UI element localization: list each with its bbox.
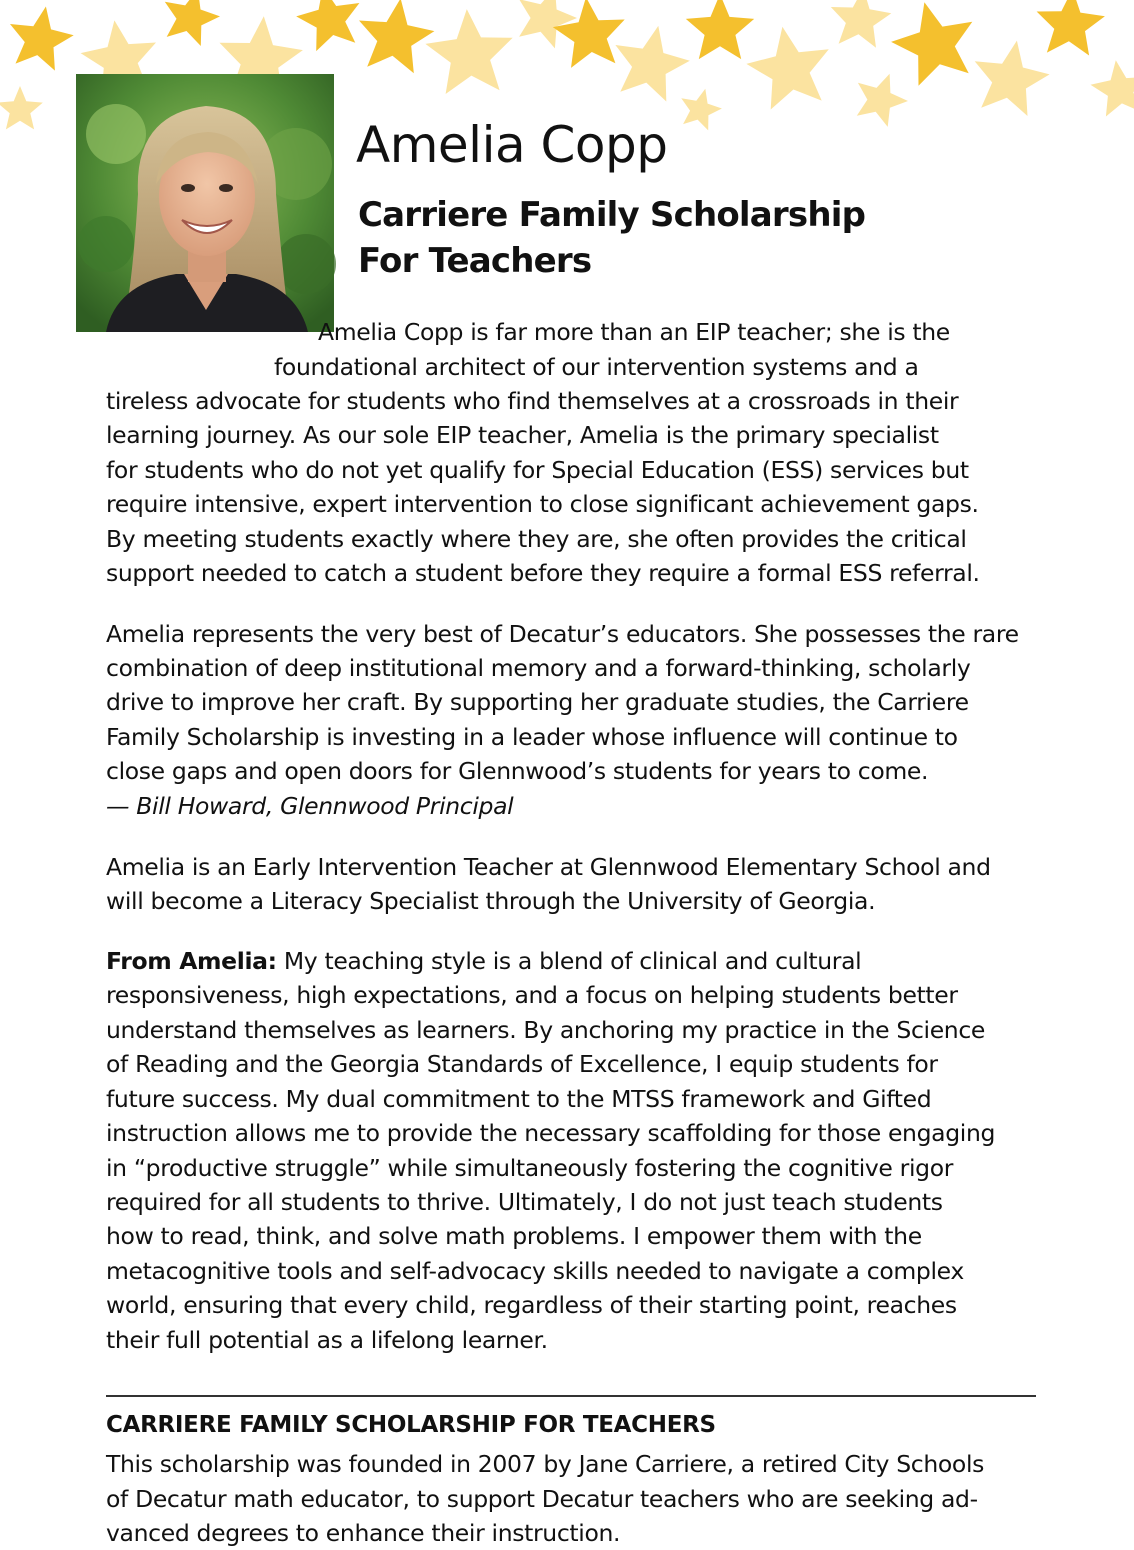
scholarship-line: of Decatur math educator, to support Decatur teachers who are seeking ad- [106,1482,978,1516]
statement-line: understand themselves as learners. By anchoring my practice in the Science [106,1013,985,1047]
intro-line: for students who do not yet qualify for Special Education (ESS) services but [106,453,969,487]
quote-line: Family Scholarship is investing in a leader whose influence will continue to [106,720,958,754]
quote-line: Amelia represents the very best of Decatur’s educators. She possesses the rare [106,617,1019,651]
scholarship-line: This scholarship was founded in 2007 by Jane Carriere, a retired City Schools [106,1447,984,1481]
star-icon [615,26,689,102]
award-title-line: For Teachers [358,238,865,284]
scholarship-line: vanced degrees to enhance their instruction. [106,1516,620,1550]
intro-line: require intensive, expert intervention to close significant achievement gaps. [106,487,979,521]
intro-line: foundational architect of our intervention systems and a [274,350,919,384]
star-icon [519,0,577,48]
star-icon [746,27,828,110]
intro-line: support needed to catch a student before they require a formal ESS referral. [106,556,980,590]
scholarship-heading: CARRIERE FAMILY SCHOLARSHIP FOR TEACHERS [106,1412,716,1438]
star-icon [0,86,43,129]
star-icon [165,0,220,46]
star-icon [891,2,972,86]
quote-attribution [106,789,513,823]
statement-line: future success. My dual commitment to the MTSS framework and Gifted [106,1082,931,1116]
statement-line: their full potential as a lifelong learner. [106,1323,548,1357]
intro-line: By meeting students exactly where they are, she often provides the critical [106,522,967,556]
star-icon [1037,0,1105,56]
quote-line: drive to improve her craft. By supporting her graduate studies, the Carriere [106,685,969,719]
star-icon [831,0,892,48]
teacher-portrait [76,74,334,332]
portrait-photo-icon [76,74,334,332]
intro-line: learning journey. As our sole EIP teacher, Amelia is the primary specialist [106,418,939,452]
statement-line [106,944,861,978]
intro-line: tireless advocate for students who find themselves at a crossroads in their [106,384,958,418]
star-icon [857,74,908,127]
star-icon [425,9,512,94]
star-icon [10,7,74,71]
intro-line: Amelia Copp is far more than an EIP teacher; she is the [318,315,950,349]
star-icon [975,41,1050,116]
star-icon [686,0,754,59]
quote-line: combination of deep institutional memory and a forward-thinking, scholarly [106,651,970,685]
award-title-line: Carriere Family Scholarship [358,192,865,238]
star-icon [1091,60,1134,116]
bio-line: Amelia is an Early Intervention Teacher at Glennwood Elementary School and [106,850,991,884]
star-icon [553,0,625,68]
bio-line: will become a Literacy Specialist through the University of Georgia. [106,884,875,918]
section-divider [106,1395,1036,1397]
statement-line: instruction allows me to provide the necessary scaffolding for those engaging [106,1116,995,1150]
statement-line: how to read, think, and solve math problems. I empower them with the [106,1219,922,1253]
statement-label: From Amelia: [106,947,277,975]
statement-text: My teaching style is a blend of clinical and cultural [277,947,862,975]
star-icon [359,0,434,73]
attribution-text: — Bill Howard, Glennwood Principal [106,792,513,820]
quote-line: close gaps and open doors for Glennwood’s students for years to come. [106,754,928,788]
statement-line: metacognitive tools and self-advocacy skills needed to navigate a complex [106,1254,964,1288]
statement-line: in “productive struggle” while simultaneously fostering the cognitive rigor [106,1151,953,1185]
statement-line: required for all students to thrive. Ultimately, I do not just teach students [106,1185,943,1219]
statement-line: responsiveness, high expectations, and a focus on helping students better [106,978,958,1012]
teacher-name: Amelia Copp [356,116,667,174]
star-icon [681,89,722,131]
star-icon [296,0,359,51]
statement-line: of Reading and the Georgia Standards of Excellence, I equip students for [106,1047,938,1081]
award-title [358,192,865,284]
statement-line: world, ensuring that every child, regardless of their starting point, reaches [106,1288,957,1322]
